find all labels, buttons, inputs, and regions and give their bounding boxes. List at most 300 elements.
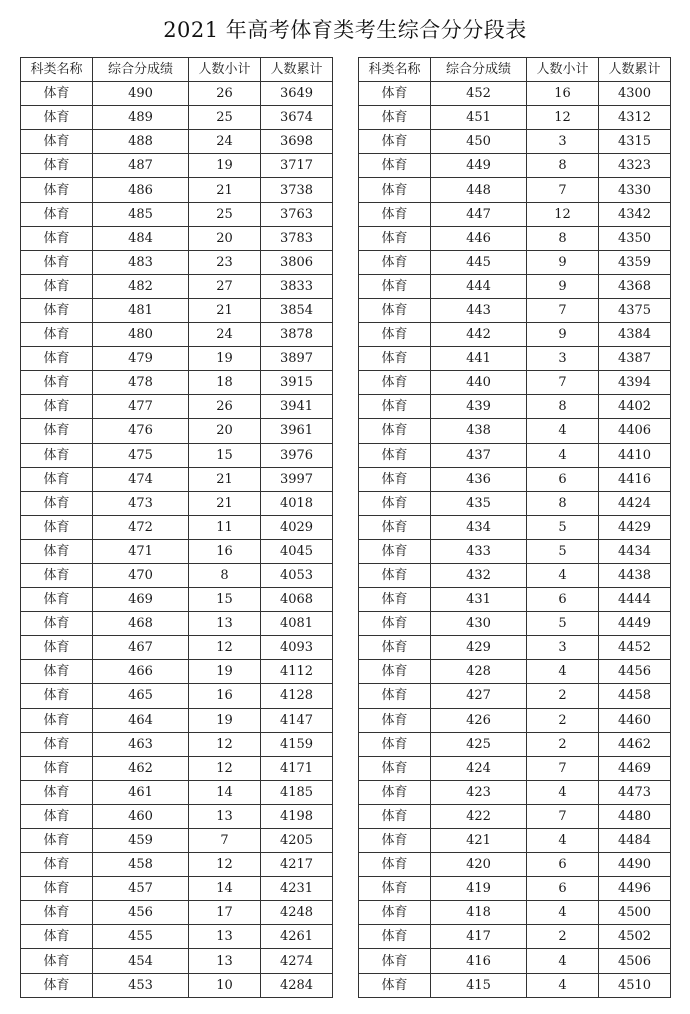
cell-count: 21	[189, 178, 261, 202]
header-score: 综合分成绩	[431, 58, 527, 82]
table-row	[21, 780, 333, 804]
table-row	[21, 274, 333, 298]
cell-score: 468	[93, 612, 189, 636]
table-row	[359, 178, 671, 202]
cell-score: 439	[431, 395, 527, 419]
cell-count: 8	[527, 226, 599, 250]
cell-score: 444	[431, 274, 527, 298]
cell-score: 466	[93, 660, 189, 684]
cell-cumulative: 4452	[599, 636, 671, 660]
cell-cumulative: 4081	[261, 612, 333, 636]
table-row	[359, 106, 671, 130]
cell-subject: 体育	[21, 106, 93, 130]
table-row	[21, 515, 333, 539]
cell-cumulative: 4500	[599, 901, 671, 925]
cell-cumulative: 4068	[261, 588, 333, 612]
cell-score: 440	[431, 371, 527, 395]
table-row	[359, 395, 671, 419]
cell-count: 21	[189, 491, 261, 515]
cell-subject: 体育	[21, 973, 93, 997]
cell-subject: 体育	[359, 756, 431, 780]
cell-score: 443	[431, 298, 527, 322]
cell-subject: 体育	[21, 515, 93, 539]
cell-cumulative: 4438	[599, 563, 671, 587]
cell-score: 425	[431, 732, 527, 756]
cell-subject: 体育	[21, 298, 93, 322]
cell-score: 462	[93, 756, 189, 780]
cell-count: 19	[189, 154, 261, 178]
cell-count: 6	[527, 588, 599, 612]
cell-count: 4	[527, 419, 599, 443]
cell-subject: 体育	[359, 467, 431, 491]
cell-subject: 体育	[359, 323, 431, 347]
cell-count: 6	[527, 877, 599, 901]
cell-cumulative: 3976	[261, 443, 333, 467]
cell-cumulative: 4502	[599, 925, 671, 949]
cell-count: 13	[189, 804, 261, 828]
cell-cumulative: 4510	[599, 973, 671, 997]
cell-count: 15	[189, 443, 261, 467]
cell-score: 479	[93, 347, 189, 371]
table-row	[21, 347, 333, 371]
cell-score: 456	[93, 901, 189, 925]
cell-count: 4	[527, 949, 599, 973]
cell-count: 7	[527, 804, 599, 828]
cell-cumulative: 4261	[261, 925, 333, 949]
cell-score: 457	[93, 877, 189, 901]
table-row	[21, 588, 333, 612]
cell-subject: 体育	[21, 853, 93, 877]
table-row	[359, 829, 671, 853]
cell-subject: 体育	[359, 588, 431, 612]
cell-score: 483	[93, 250, 189, 274]
table-row	[21, 877, 333, 901]
cell-count: 21	[189, 467, 261, 491]
cell-cumulative: 4093	[261, 636, 333, 660]
table-row	[21, 202, 333, 226]
cell-score: 490	[93, 82, 189, 106]
cell-subject: 体育	[21, 804, 93, 828]
cell-score: 488	[93, 130, 189, 154]
table-row	[21, 708, 333, 732]
cell-count: 12	[189, 756, 261, 780]
cell-subject: 体育	[359, 708, 431, 732]
cell-cumulative: 4375	[599, 298, 671, 322]
cell-score: 423	[431, 780, 527, 804]
cell-count: 4	[527, 901, 599, 925]
cell-score: 447	[431, 202, 527, 226]
cell-count: 17	[189, 901, 261, 925]
cell-count: 20	[189, 226, 261, 250]
cell-count: 19	[189, 708, 261, 732]
table-row	[359, 756, 671, 780]
cell-count: 13	[189, 949, 261, 973]
cell-cumulative: 4029	[261, 515, 333, 539]
cell-cumulative: 4406	[599, 419, 671, 443]
cell-cumulative: 4342	[599, 202, 671, 226]
cell-count: 8	[527, 491, 599, 515]
cell-subject: 体育	[21, 949, 93, 973]
cell-subject: 体育	[21, 467, 93, 491]
cell-cumulative: 4053	[261, 563, 333, 587]
cell-subject: 体育	[359, 82, 431, 106]
cell-count: 19	[189, 347, 261, 371]
cell-subject: 体育	[21, 347, 93, 371]
table-row	[21, 491, 333, 515]
table-row	[21, 106, 333, 130]
cell-count: 2	[527, 925, 599, 949]
cell-subject: 体育	[21, 250, 93, 274]
cell-cumulative: 4128	[261, 684, 333, 708]
table-row	[359, 901, 671, 925]
table-row	[21, 732, 333, 756]
table-row	[359, 732, 671, 756]
cell-score: 471	[93, 539, 189, 563]
cell-count: 26	[189, 82, 261, 106]
cell-subject: 体育	[21, 154, 93, 178]
table-row	[21, 612, 333, 636]
cell-score: 445	[431, 250, 527, 274]
cell-count: 12	[189, 636, 261, 660]
cell-count: 11	[189, 515, 261, 539]
cell-subject: 体育	[359, 130, 431, 154]
table-row	[21, 443, 333, 467]
header-count: 人数小计	[189, 58, 261, 82]
table-row	[21, 853, 333, 877]
cell-count: 14	[189, 877, 261, 901]
cell-count: 7	[527, 298, 599, 322]
cell-cumulative: 4330	[599, 178, 671, 202]
cell-subject: 体育	[21, 925, 93, 949]
table-row	[21, 973, 333, 997]
cell-cumulative: 4274	[261, 949, 333, 973]
cell-cumulative: 3698	[261, 130, 333, 154]
cell-cumulative: 4444	[599, 588, 671, 612]
cell-cumulative: 3806	[261, 250, 333, 274]
cell-subject: 体育	[21, 829, 93, 853]
cell-cumulative: 4460	[599, 708, 671, 732]
cell-cumulative: 4449	[599, 612, 671, 636]
cell-cumulative: 4434	[599, 539, 671, 563]
cell-score: 482	[93, 274, 189, 298]
cell-score: 459	[93, 829, 189, 853]
cell-score: 415	[431, 973, 527, 997]
cell-subject: 体育	[359, 636, 431, 660]
cell-score: 454	[93, 949, 189, 973]
cell-score: 436	[431, 467, 527, 491]
cell-cumulative: 3897	[261, 347, 333, 371]
cell-subject: 体育	[21, 588, 93, 612]
cell-subject: 体育	[359, 274, 431, 298]
cell-subject: 体育	[359, 395, 431, 419]
cell-cumulative: 4387	[599, 347, 671, 371]
cell-cumulative: 4402	[599, 395, 671, 419]
table-row	[359, 274, 671, 298]
cell-score: 486	[93, 178, 189, 202]
cell-cumulative: 4231	[261, 877, 333, 901]
cell-cumulative: 3738	[261, 178, 333, 202]
cell-count: 12	[527, 202, 599, 226]
score-table-right	[358, 57, 671, 998]
cell-cumulative: 4469	[599, 756, 671, 780]
cell-count: 4	[527, 780, 599, 804]
cell-subject: 体育	[21, 82, 93, 106]
cell-count: 5	[527, 515, 599, 539]
cell-subject: 体育	[359, 853, 431, 877]
cell-score: 446	[431, 226, 527, 250]
cell-cumulative: 4198	[261, 804, 333, 828]
cell-score: 460	[93, 804, 189, 828]
cell-cumulative: 4159	[261, 732, 333, 756]
cell-score: 476	[93, 419, 189, 443]
cell-subject: 体育	[21, 395, 93, 419]
cell-subject: 体育	[359, 684, 431, 708]
table-row	[359, 226, 671, 250]
cell-count: 26	[189, 395, 261, 419]
table-row	[21, 804, 333, 828]
cell-cumulative: 4147	[261, 708, 333, 732]
cell-cumulative: 4484	[599, 829, 671, 853]
cell-cumulative: 4456	[599, 660, 671, 684]
table-row	[21, 901, 333, 925]
cell-subject: 体育	[21, 178, 93, 202]
table-row	[359, 347, 671, 371]
cell-cumulative: 3961	[261, 419, 333, 443]
cell-score: 420	[431, 853, 527, 877]
table-row	[21, 563, 333, 587]
cell-score: 434	[431, 515, 527, 539]
cell-score: 475	[93, 443, 189, 467]
cell-subject: 体育	[359, 443, 431, 467]
cell-subject: 体育	[21, 636, 93, 660]
cell-cumulative: 3833	[261, 274, 333, 298]
cell-count: 25	[189, 202, 261, 226]
cell-subject: 体育	[359, 226, 431, 250]
cell-score: 417	[431, 925, 527, 949]
cell-subject: 体育	[21, 371, 93, 395]
cell-cumulative: 4171	[261, 756, 333, 780]
table-row	[21, 539, 333, 563]
cell-score: 432	[431, 563, 527, 587]
cell-score: 422	[431, 804, 527, 828]
table-row	[359, 298, 671, 322]
cell-count: 12	[527, 106, 599, 130]
cell-score: 442	[431, 323, 527, 347]
cell-score: 429	[431, 636, 527, 660]
table-row	[359, 660, 671, 684]
table-row	[359, 804, 671, 828]
cell-subject: 体育	[359, 925, 431, 949]
cell-count: 13	[189, 925, 261, 949]
table-row	[21, 130, 333, 154]
cell-count: 9	[527, 274, 599, 298]
cell-count: 20	[189, 419, 261, 443]
cell-count: 16	[189, 684, 261, 708]
cell-cumulative: 4473	[599, 780, 671, 804]
cell-count: 8	[527, 395, 599, 419]
cell-subject: 体育	[359, 829, 431, 853]
cell-score: 478	[93, 371, 189, 395]
cell-score: 455	[93, 925, 189, 949]
cell-score: 449	[431, 154, 527, 178]
cell-count: 13	[189, 612, 261, 636]
cell-score: 469	[93, 588, 189, 612]
cell-score: 463	[93, 732, 189, 756]
table-row	[359, 949, 671, 973]
cell-subject: 体育	[359, 612, 431, 636]
cell-cumulative: 4394	[599, 371, 671, 395]
table-row	[359, 925, 671, 949]
table-row	[359, 154, 671, 178]
cell-score: 435	[431, 491, 527, 515]
table-row	[21, 154, 333, 178]
cell-count: 23	[189, 250, 261, 274]
table-row	[359, 877, 671, 901]
table-row	[359, 515, 671, 539]
cell-cumulative: 4458	[599, 684, 671, 708]
table-row	[359, 684, 671, 708]
cell-count: 21	[189, 298, 261, 322]
cell-cumulative: 4284	[261, 973, 333, 997]
cell-subject: 体育	[359, 106, 431, 130]
cell-count: 4	[527, 660, 599, 684]
table-header-row	[359, 58, 671, 82]
cell-count: 3	[527, 347, 599, 371]
cell-cumulative: 4410	[599, 443, 671, 467]
cell-count: 8	[527, 154, 599, 178]
table-row	[359, 491, 671, 515]
cell-score: 433	[431, 539, 527, 563]
cell-cumulative: 3915	[261, 371, 333, 395]
cell-count: 2	[527, 732, 599, 756]
table-row	[21, 756, 333, 780]
header-count: 人数小计	[527, 58, 599, 82]
cell-score: 430	[431, 612, 527, 636]
cell-count: 7	[527, 756, 599, 780]
table-row	[21, 684, 333, 708]
cell-subject: 体育	[359, 347, 431, 371]
cell-cumulative: 4185	[261, 780, 333, 804]
cell-cumulative: 4424	[599, 491, 671, 515]
cell-subject: 体育	[359, 371, 431, 395]
cell-count: 3	[527, 130, 599, 154]
cell-subject: 体育	[21, 323, 93, 347]
cell-score: 485	[93, 202, 189, 226]
table-row	[21, 636, 333, 660]
cell-subject: 体育	[359, 660, 431, 684]
cell-score: 424	[431, 756, 527, 780]
cell-cumulative: 4248	[261, 901, 333, 925]
cell-count: 3	[527, 636, 599, 660]
table-row	[21, 371, 333, 395]
cell-score: 453	[93, 973, 189, 997]
table-row	[359, 636, 671, 660]
cell-subject: 体育	[21, 684, 93, 708]
table-row	[21, 467, 333, 491]
cell-subject: 体育	[359, 877, 431, 901]
table-row	[359, 780, 671, 804]
cell-subject: 体育	[21, 539, 93, 563]
cell-cumulative: 4480	[599, 804, 671, 828]
cell-cumulative: 3997	[261, 467, 333, 491]
table-row	[359, 323, 671, 347]
cell-score: 421	[431, 829, 527, 853]
table-row	[359, 443, 671, 467]
cell-cumulative: 4384	[599, 323, 671, 347]
header-score: 综合分成绩	[93, 58, 189, 82]
table-row	[21, 226, 333, 250]
table-row	[359, 563, 671, 587]
cell-cumulative: 4490	[599, 853, 671, 877]
table-row	[21, 925, 333, 949]
table-row	[359, 371, 671, 395]
cell-score: 419	[431, 877, 527, 901]
table-row	[359, 130, 671, 154]
table-row	[359, 82, 671, 106]
table-row	[359, 539, 671, 563]
cell-count: 16	[527, 82, 599, 106]
cell-subject: 体育	[21, 612, 93, 636]
cell-cumulative: 4312	[599, 106, 671, 130]
cell-score: 484	[93, 226, 189, 250]
cell-subject: 体育	[359, 178, 431, 202]
cell-score: 437	[431, 443, 527, 467]
cell-count: 6	[527, 467, 599, 491]
cell-cumulative: 3763	[261, 202, 333, 226]
cell-subject: 体育	[359, 949, 431, 973]
cell-subject: 体育	[21, 202, 93, 226]
cell-score: 427	[431, 684, 527, 708]
cell-subject: 体育	[21, 732, 93, 756]
cell-score: 477	[93, 395, 189, 419]
cell-score: 450	[431, 130, 527, 154]
table-body-right	[359, 82, 671, 998]
cell-count: 12	[189, 732, 261, 756]
cell-subject: 体育	[21, 419, 93, 443]
cell-cumulative: 4112	[261, 660, 333, 684]
cell-score: 448	[431, 178, 527, 202]
cell-count: 5	[527, 539, 599, 563]
cell-cumulative: 3717	[261, 154, 333, 178]
cell-count: 10	[189, 973, 261, 997]
cell-subject: 体育	[359, 154, 431, 178]
cell-count: 2	[527, 684, 599, 708]
cell-subject: 体育	[359, 901, 431, 925]
cell-cumulative: 4217	[261, 853, 333, 877]
cell-score: 489	[93, 106, 189, 130]
cell-subject: 体育	[21, 708, 93, 732]
cell-count: 25	[189, 106, 261, 130]
cell-subject: 体育	[359, 419, 431, 443]
cell-score: 467	[93, 636, 189, 660]
cell-score: 472	[93, 515, 189, 539]
cell-cumulative: 4350	[599, 226, 671, 250]
table-row	[21, 829, 333, 853]
cell-subject: 体育	[359, 515, 431, 539]
cell-subject: 体育	[359, 202, 431, 226]
cell-score: 474	[93, 467, 189, 491]
cell-count: 7	[527, 371, 599, 395]
cell-cumulative: 4300	[599, 82, 671, 106]
cell-subject: 体育	[21, 877, 93, 901]
page-title: 2021 年高考体育类考生综合分分段表	[163, 18, 527, 42]
header-subject: 科类名称	[21, 58, 93, 82]
table-row	[21, 178, 333, 202]
cell-count: 4	[527, 563, 599, 587]
cell-subject: 体育	[21, 491, 93, 515]
header-cumulative: 人数累计	[261, 58, 333, 82]
cell-subject: 体育	[359, 732, 431, 756]
